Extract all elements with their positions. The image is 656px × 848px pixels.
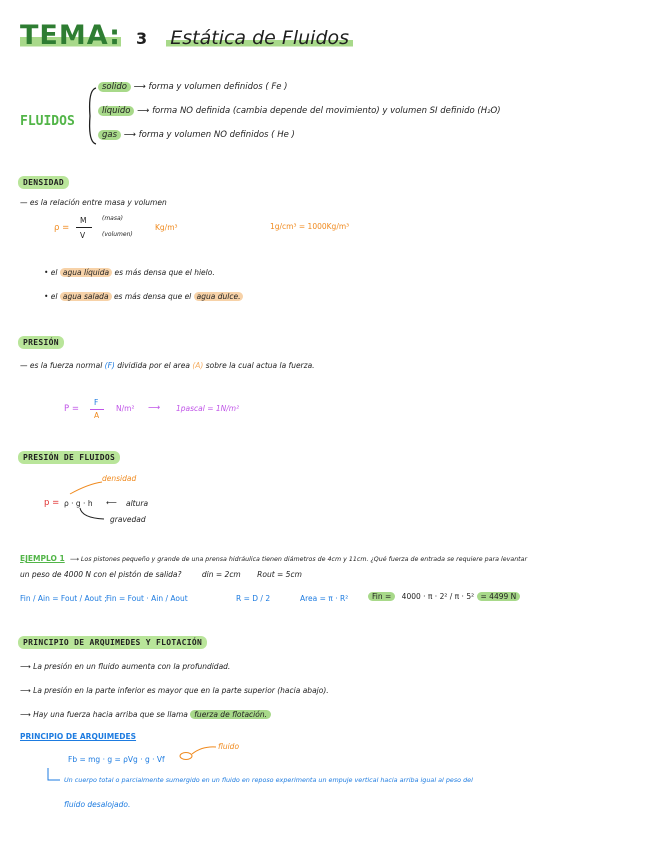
gravedad-label: gravedad	[110, 515, 146, 524]
arquimedes-point-1: ⟶ La presión en un fluido aumenta con la profundidad.	[20, 662, 231, 671]
bullet-text: • el	[44, 268, 58, 277]
pointer-icon	[64, 478, 108, 498]
fraction-bar	[90, 409, 104, 410]
arrow-icon: ⟶	[133, 82, 149, 92]
fin-expression: 4000 · π · 2² / π · 5²	[401, 592, 475, 601]
arrow-icon: ⟶	[137, 106, 153, 116]
fluido-label: fluido	[218, 742, 240, 751]
arrow-icon: ⟶	[148, 403, 161, 413]
fraction-bar	[76, 227, 92, 228]
unit-n-m2: N/m²	[116, 404, 135, 413]
pointer-icon	[78, 506, 108, 522]
fluido-row-gas	[98, 130, 295, 140]
ejemplo-question: un peso de 4000 N con el pistón de salida?	[20, 570, 182, 579]
area-symbol: (A)	[192, 361, 204, 370]
din-value: din = 2cm	[201, 570, 241, 579]
state-label: gas	[98, 130, 121, 140]
tema-label: TEMA:	[20, 20, 121, 51]
volumen-note: (volumen)	[102, 231, 133, 238]
rho-symbol: ρ =	[54, 223, 70, 233]
unit-kg-m3: Kg/m³	[155, 223, 178, 232]
ejemplo-text-2	[20, 570, 302, 579]
def-text: sobre la cual actua la fuerza.	[205, 361, 315, 370]
arrow-icon: ⟶	[123, 130, 139, 140]
area-var: A	[94, 411, 100, 420]
bullet-text: • el	[44, 292, 58, 301]
section-densidad: DENSIDAD	[18, 176, 69, 189]
force-symbol: (F)	[104, 361, 115, 370]
ejemplo-label: EJEMPLO 1	[20, 554, 65, 563]
page-title	[20, 20, 353, 54]
densidad-def: — es la relación entre masa y volumen	[20, 198, 167, 207]
section-presion: PRESIÓN	[18, 336, 64, 349]
arquimedes-def-1: Un cuerpo total o parcialmente sumergido en un fluido en reposo experimenta un empuje vertical hacia arriba igual al peso del	[64, 776, 473, 784]
fin-label: Fin =	[368, 592, 395, 601]
fluido-row-liquido	[98, 106, 501, 116]
ejemplo-formula-1: Fin / Ain = Fout / Aout ;	[20, 594, 107, 603]
arquimedes-def-2: fluido desalojado.	[64, 800, 131, 809]
densidad-label: densidad	[102, 474, 137, 483]
volume-var: V	[80, 231, 86, 240]
bullet-text: es más densa que el hielo.	[114, 268, 215, 277]
highlight: agua salada	[60, 292, 112, 301]
altura-label: altura	[126, 499, 149, 508]
ejemplo-result	[368, 592, 520, 601]
state-desc: forma y volumen NO definidos ( He )	[138, 130, 295, 140]
force-var: F	[94, 398, 99, 407]
fluido-row-solido	[98, 82, 287, 92]
arquimedes-point-3	[20, 710, 271, 719]
conversion: 1g/cm³ = 1000Kg/m³	[270, 222, 350, 231]
highlight: agua dulce.	[194, 292, 244, 301]
tema-topic: Estática de Fluidos	[166, 27, 353, 49]
presion-def	[20, 361, 315, 370]
state-desc: forma NO definida (cambia depende del movimiento) y volumen SI definido (H₂O)	[152, 106, 501, 116]
state-desc: forma y volumen definidos ( Fe )	[148, 82, 288, 92]
state-label: líquido	[98, 106, 134, 116]
ejemplo-text: ⟶ Los pistones pequeño y grande de una prensa hidráulica tienen diámetros de 4cm y 11cm. ¿Qué fuerza de entrada se requiere para levantar	[69, 556, 528, 563]
mass-var: M	[80, 216, 87, 225]
arquimedes-point-2: ⟶ La presión en la parte inferior es mayor que en la parte superior (hacia abajo).	[20, 686, 329, 695]
formula-body: ρ · g · h	[64, 499, 93, 508]
fin-result: = 4499 N	[477, 592, 521, 601]
pascal-def: 1pascal = 1N/m²	[176, 404, 240, 413]
arquimedes-equation: Fb = mg · g = ρVg · g · Vf	[68, 755, 165, 764]
fluidos-label: FLUIDOS	[20, 114, 75, 129]
point-text: ⟶ Hay una fuerza hacia arriba que se llama	[20, 710, 188, 719]
rout-value: Rout = 5cm	[257, 570, 302, 579]
density-note-1	[44, 268, 215, 277]
pointer-icon	[178, 744, 220, 760]
arrow-icon: ⟵	[106, 498, 117, 507]
p-symbol: P =	[64, 404, 79, 414]
ejemplo-formula-4: Area = π · R²	[300, 594, 349, 603]
bullet-text: es más densa que el	[113, 292, 192, 301]
highlight: fuerza de flotación.	[190, 710, 271, 719]
state-label: solido	[98, 82, 131, 92]
def-text: — es la fuerza normal	[20, 361, 103, 370]
p-symbol: p =	[44, 498, 60, 508]
highlight: agua líquida	[60, 268, 112, 277]
section-arquimedes: PRINCIPIO DE ARQUIMEDES Y FLOTACIÓN	[18, 636, 207, 649]
brace-icon	[86, 86, 98, 146]
def-text: dividida por el area	[117, 361, 190, 370]
ejemplo-block	[20, 546, 527, 565]
density-note-2	[44, 292, 243, 301]
ejemplo-formula-2: Fin = Fout · Ain / Aout	[106, 594, 188, 603]
arquimedes-subheading: PRINCIPIO DE ARQUIMEDES	[20, 732, 137, 741]
ejemplo-formula-3: R = D / 2	[236, 594, 271, 603]
masa-note: (masa)	[102, 215, 124, 222]
fluid-pressure-diagram	[44, 470, 184, 530]
corner-arrow-icon	[46, 768, 62, 784]
tema-number: 3	[136, 29, 148, 48]
section-presion-fluidos: PRESIÓN DE FLUIDOS	[18, 451, 120, 464]
